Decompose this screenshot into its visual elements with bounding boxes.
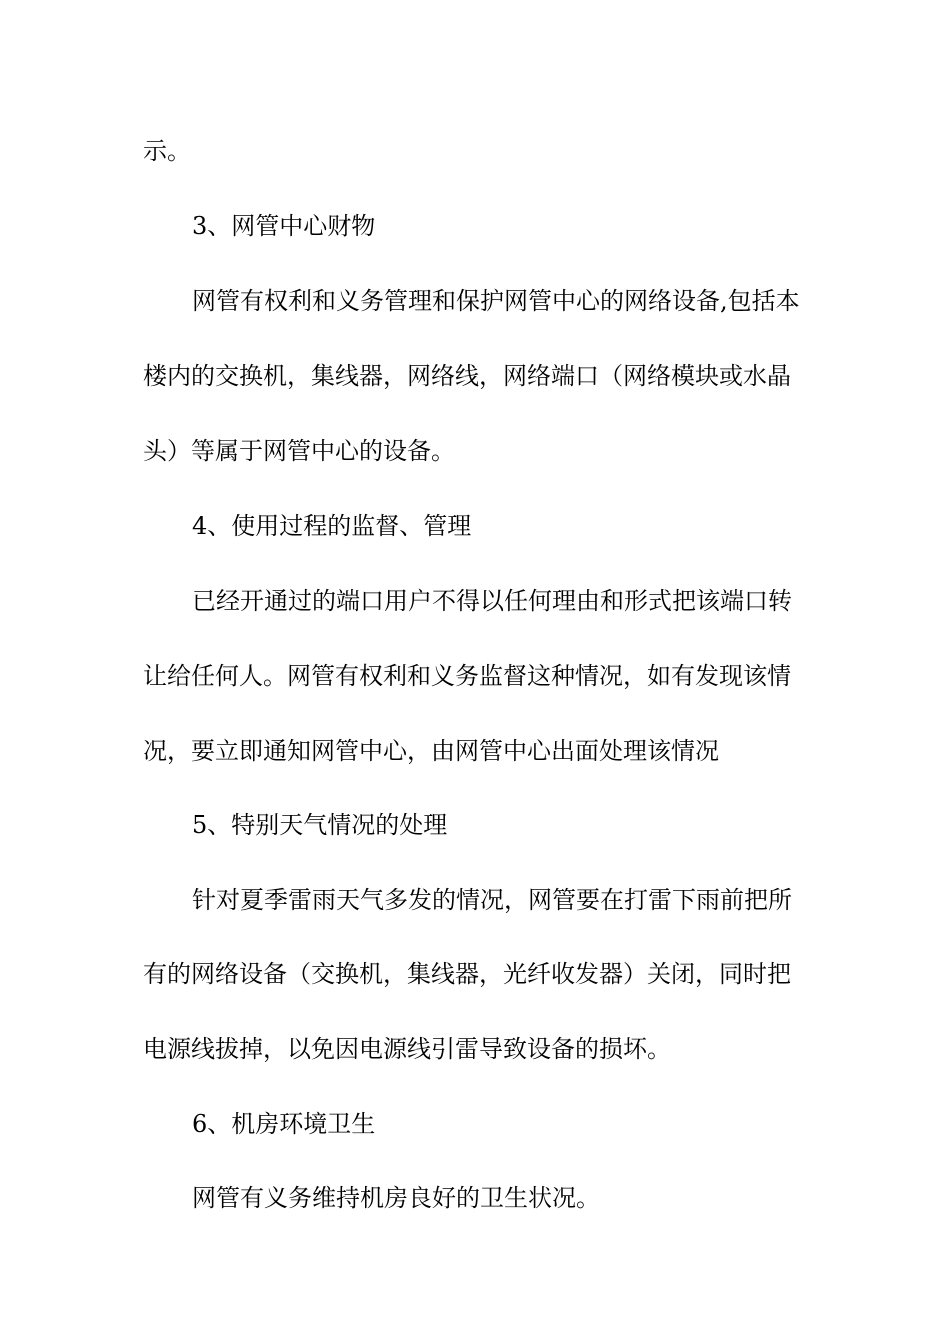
section-heading-4: 4、使用过程的监督、管理 <box>192 512 472 540</box>
section-heading-5: 5、特别天气情况的处理 <box>192 811 448 839</box>
paragraph-line: 有的网络设备（交换机，集线器，光纤收发器）关闭，同时把 <box>143 960 791 988</box>
paragraph-line: 况，要立即通知网管中心，由网管中心出面处理该情况 <box>143 737 719 765</box>
section-heading-6: 6、机房环境卫生 <box>192 1110 376 1138</box>
paragraph-line: 已经开通过的端口用户不得以任何理由和形式把该端口转 <box>192 587 792 615</box>
paragraph-line: 针对夏季雷雨天气多发的情况，网管要在打雷下雨前把所 <box>192 886 792 914</box>
paragraph-line: 网管有义务维持机房良好的卫生状况。 <box>192 1184 600 1212</box>
paragraph-line: 让给任何人。网管有权利和义务监督这种情况，如有发现该情 <box>143 662 791 690</box>
paragraph-line: 电源线拔掉，以免因电源线引雷导致设备的损坏。 <box>143 1035 671 1063</box>
section-heading-3: 3、网管中心财物 <box>192 212 376 240</box>
paragraph-line: 网管有权利和义务管理和保护网管中心的网络设备,包括本 <box>192 287 800 315</box>
paragraph-continuation-line: 示。 <box>143 137 191 165</box>
paragraph-line: 头）等属于网管中心的设备。 <box>143 437 455 465</box>
paragraph-line: 楼内的交换机，集线器，网络线，网络端口（网络模块或水晶 <box>143 362 791 390</box>
